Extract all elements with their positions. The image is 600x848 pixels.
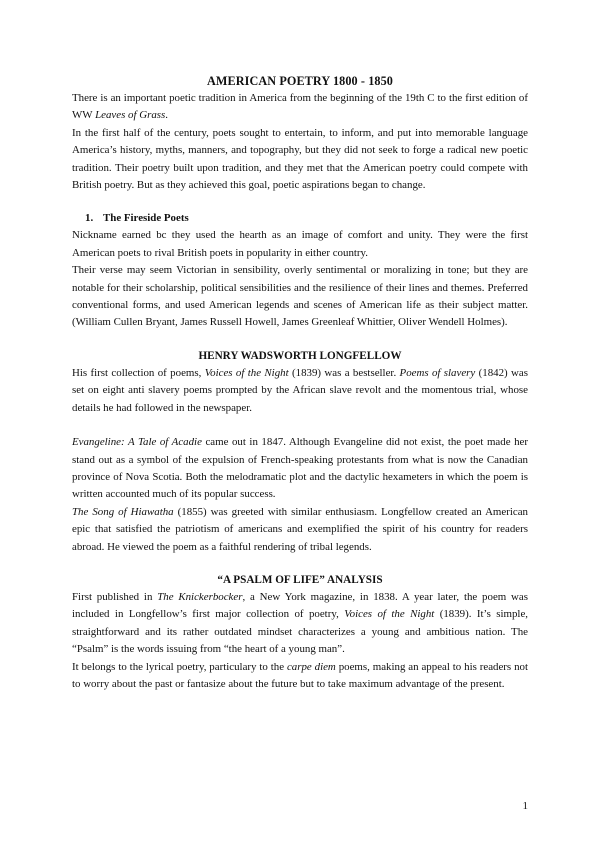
intro-p1-text: There is an important poetic tradition in America from the beginning of the 19th C to the first edition of WW	[72, 92, 528, 122]
spacer	[72, 194, 528, 210]
intro-paragraph-1	[72, 90, 528, 125]
section-number: 1.	[85, 212, 94, 225]
section-heading-fireside-poets	[85, 210, 528, 227]
fireside-paragraph-2: Their verse may seem Victorian in sensibility, overly sentimental or moralizing in tone; but they are notable for their scholarship, political sensibilities and the resilience of their lines and themes. Preferred conventional forms, and used American legends and scenes of American life as their subject matter. (William Cullen Bryant, James Russell Howell, James Greenleaf Whittier, Oliver Wendell Holmes).	[72, 264, 528, 329]
voices-of-the-night-title: Voices of the Night	[344, 608, 435, 621]
text-run: (1839) was a bestseller.	[288, 366, 400, 379]
carpe-diem-term: carpe diem	[286, 660, 336, 673]
poems-of-slavery-title: Poems of slavery	[399, 366, 476, 379]
document-page	[72, 73, 528, 693]
hiawatha-title: The Song of Hiawatha	[72, 505, 174, 518]
longfellow-heading: HENRY WADSWORTH LONGFELLOW	[198, 349, 402, 362]
text-run: (1855) was greeted with similar enthusiasm. Longfellow created an American epic that satisfied the patriotism of americans and exemplified the spirit of his country for readers abroad. He viewed the poem as a faithful rendering of tribal legends.	[72, 505, 528, 553]
text-run: His first collection of poems,	[72, 366, 205, 379]
text-run: First published in	[72, 590, 158, 603]
page-number: 1	[522, 800, 528, 812]
text-run: (1839). It’s simple, straightforward and its rather outdated mindset characterizes a young and ambitious nation. The “Psalm” is the words issuing from “the heart of a young man”.	[72, 608, 528, 656]
text-run: It belongs to the lyrical poetry, particulary to the	[72, 660, 287, 673]
spacer	[72, 417, 528, 434]
longfellow-paragraph-1	[72, 365, 528, 417]
intro-p1-end: .	[165, 109, 169, 122]
evangeline-title: Evangeline: A Tale of Acadie	[72, 436, 202, 449]
voices-of-the-night-title: Voices of the Night	[204, 366, 289, 379]
longfellow-paragraph-3	[72, 504, 528, 556]
text-run: came out in 1847. Although Evangeline did not exist, the poet made her stand out as a symbol of the expulsion of French-speaking protestants from what is now the Canadian province of Nova Scotia. Both the melodramatic plot and the dactylic hexameters in which the poem is written accounted much of its popular success.	[72, 436, 528, 501]
fireside-paragraph-1: Nickname earned bc they used the hearth as an image of comfort and unity. They were the first American poets to rival British poets in popularity in either country.	[72, 229, 528, 259]
text-run: poems, making an appeal to his readers not to worry about the past or fantasize about the future but to take maximum advantage of the present.	[72, 660, 528, 690]
intro-paragraph-2: In the first half of the century, poets sought to entertain, to inform, and put into memorable language America’s history, myths, manners, and topography, but they did not seek to forge a radical new poetic tradition. Their poetry built upon tradition, and they met that the American poetry could compete with British poetry. But as they achieved this goal, poetic aspirations began to change.	[72, 126, 528, 192]
document-title: AMERICAN POETRY 1800 - 1850	[207, 74, 393, 88]
longfellow-paragraph-2	[72, 434, 528, 504]
psalm-paragraph-1	[72, 589, 528, 659]
spacer	[72, 332, 528, 348]
text-run: (1842) was set on eight anti slavery poems prompted by the African slave revolt and the momentous trial, whose details he had followed in the newspaper.	[72, 366, 528, 414]
knickerbocker-title: The Knickerbocker	[157, 590, 243, 603]
psalm-paragraph-2	[72, 659, 528, 694]
psalm-heading: “A PSALM OF LIFE” ANALYSIS	[217, 573, 383, 586]
text-run: , a New York magazine, in 1838. A year later, the poem was included in Longfellow’s first major collection of poetry,	[72, 590, 528, 621]
section-heading-text: The Fireside Poets	[103, 212, 189, 225]
spacer	[72, 556, 528, 572]
leaves-of-grass-title: Leaves of Grass	[95, 109, 166, 122]
